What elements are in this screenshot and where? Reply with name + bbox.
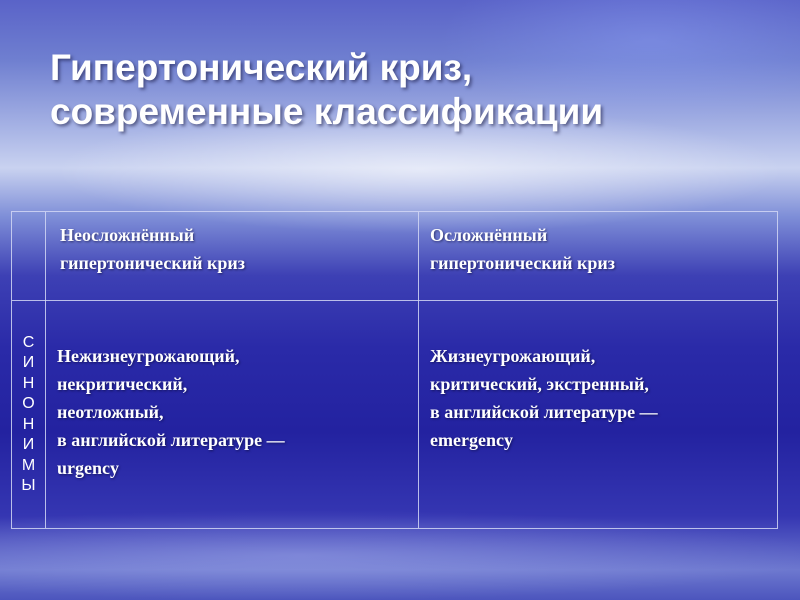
table-divider-vertical-1 xyxy=(45,212,46,528)
row-label-letter: С xyxy=(22,333,35,351)
synonyms-uncomplicated-line: в английской литературе — xyxy=(57,430,285,450)
synonyms-complicated xyxy=(430,342,658,454)
classification-table xyxy=(11,211,778,529)
synonyms-uncomplicated-line: некритический, xyxy=(57,374,188,394)
row-label-letter: Н xyxy=(22,374,35,392)
synonyms-uncomplicated-line: Нежизнеугрожающий, xyxy=(57,346,240,366)
row-label-letter: Ы xyxy=(21,477,36,494)
slide-title-line-2: современные классификации xyxy=(50,91,604,132)
row-label-letter: И xyxy=(22,436,35,453)
header-uncomplicated-line-1: Неосложнённый xyxy=(60,225,195,245)
synonyms-uncomplicated xyxy=(57,342,285,482)
row-label-letter: М xyxy=(21,456,36,474)
row-label-letter: О xyxy=(22,395,35,412)
header-complicated-line-2: гипертонический криз xyxy=(430,253,615,273)
row-label-letter: И xyxy=(22,354,35,371)
table-divider-vertical-2 xyxy=(418,212,419,528)
synonyms-complicated-line: Жизнеугрожающий, xyxy=(430,346,596,366)
row-label-letter: Н xyxy=(22,415,35,433)
synonyms-complicated-line: в английской литературе — xyxy=(430,402,658,422)
header-complicated-crisis xyxy=(430,221,615,277)
row-label-synonyms xyxy=(12,300,45,529)
header-complicated-line-1: Осложнённый xyxy=(430,225,548,245)
header-uncomplicated-crisis xyxy=(60,221,245,277)
slide-title xyxy=(50,46,770,134)
synonyms-uncomplicated-line: неотложный, xyxy=(57,402,164,422)
synonyms-uncomplicated-line: urgency xyxy=(57,458,119,478)
table-divider-horizontal xyxy=(12,300,777,301)
slide-title-line-1: Гипертонический криз, xyxy=(50,47,473,88)
header-uncomplicated-line-2: гипертонический криз xyxy=(60,253,245,273)
synonyms-complicated-line: критический, экстренный, xyxy=(430,374,649,394)
synonyms-complicated-line: emergency xyxy=(430,430,513,450)
